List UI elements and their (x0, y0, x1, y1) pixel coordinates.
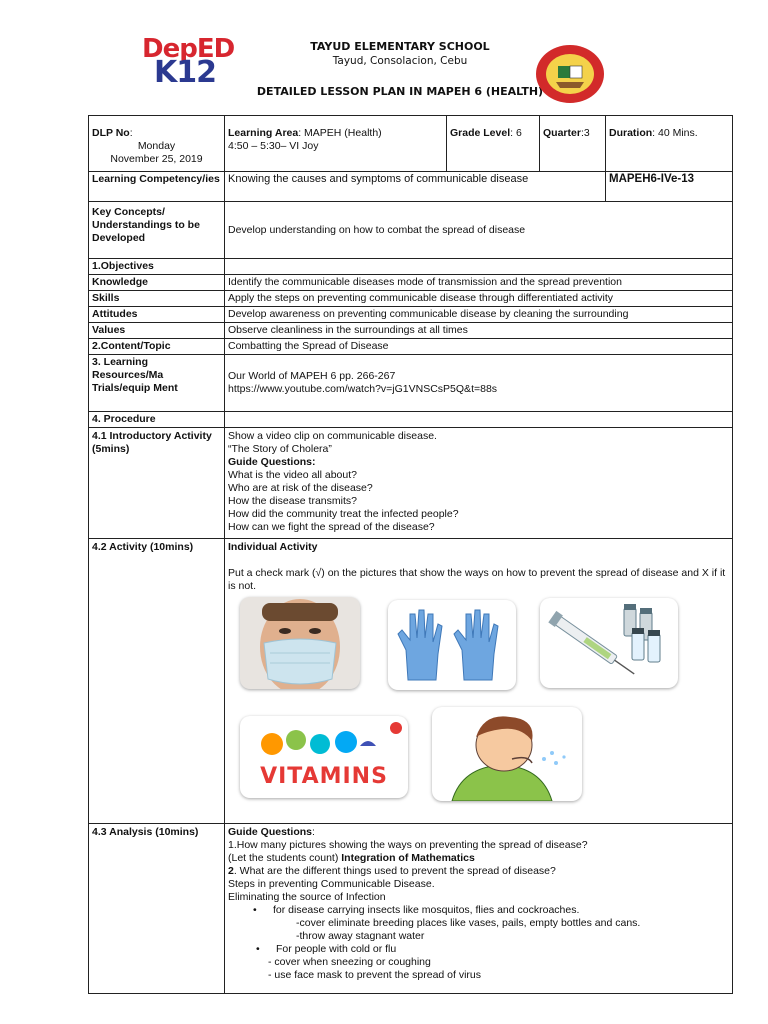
competency-row (89, 172, 733, 202)
attitudes-row (89, 307, 733, 323)
vitamins-characters-icon (240, 716, 408, 766)
activity-instruction: Put a check mark (√) on the pictures that show the ways on how to prevent the spread of disease and X if it is not. (228, 567, 726, 592)
intro-line: Show a video clip on communicable disease. (228, 430, 437, 442)
list-item: - use face mask to prevent the spread of virus (268, 969, 482, 981)
knowledge-value: Identify the communicable diseases mode of transmission and the spread prevention (225, 275, 733, 291)
syringe-vaccine-icon (540, 598, 678, 688)
list-item: -throw away stagnant water (296, 930, 425, 942)
info-row (89, 116, 733, 172)
quarter-label: Quarter (543, 127, 581, 139)
values-value: Observe cleanliness in the surroundings at all times (225, 323, 733, 339)
resources-row (89, 355, 733, 412)
steps-subtitle: Eliminating the source of Infection (228, 891, 386, 903)
steps-title: Steps in preventing Communicable Disease. (228, 878, 435, 890)
deped-k12-logo (140, 34, 250, 90)
analysis-note: (Let the students count) (228, 852, 339, 864)
intro-question: How did the community treat the infected people? (228, 508, 459, 520)
k12-wordmark: K12 (154, 55, 216, 90)
list-item: -cover eliminate breeding places like vases, pails, empty bottles and cans. (296, 917, 641, 929)
objectives-row (89, 259, 733, 275)
intro-question: How can we fight the spread of the disease? (228, 521, 435, 533)
analysis-guide: Guide Questions (228, 826, 313, 838)
procedure-row (89, 412, 733, 428)
analysis-label: 4.3 Analysis (10mins) (89, 824, 225, 994)
intro-question: How the disease transmits? (228, 495, 357, 507)
steps-list (228, 904, 729, 982)
knowledge-label: Knowledge (89, 275, 225, 291)
content-value: Combatting the Spread of Disease (225, 339, 733, 355)
analysis-row (89, 824, 733, 994)
duration-label: Duration (609, 127, 653, 139)
grade-label: Grade Level (450, 127, 511, 139)
key-concepts-row (89, 202, 733, 259)
bullet-icon: • (253, 904, 257, 916)
face-mask-picture (240, 597, 360, 689)
list-item: • For people with cold or flu (256, 943, 397, 955)
gloves-icon (388, 600, 516, 690)
intro-question: What is the video all about? (228, 469, 357, 481)
quarter-cell: Quarter:3 (540, 116, 606, 172)
school-name: TAYUD ELEMENTARY SCHOOL (310, 40, 490, 53)
lesson-date: November 25, 2019 (110, 153, 203, 165)
skills-label: Skills (89, 291, 225, 307)
competency-value: Knowing the causes and symptoms of communicable disease (225, 172, 606, 202)
deped-wordmark: DepED (142, 34, 235, 64)
intro-question: Who are at risk of the disease? (228, 482, 373, 494)
sneezing-boy-icon (432, 707, 582, 801)
analysis-question-2: . What are the different things used to prevent the spread of disease? (233, 865, 556, 877)
values-row (89, 323, 733, 339)
objectives-label: 1.Objectives (89, 259, 225, 275)
integration-note: Integration of Mathematics (341, 852, 475, 864)
document-title: DETAILED LESSON PLAN IN MAPEH 6 (HEALTH) (256, 85, 544, 98)
intro-row (89, 428, 733, 539)
school-address: Tayud, Consolacion, Cebu (332, 55, 468, 67)
competency-label: Learning Competency/ies (89, 172, 225, 202)
knowledge-row (89, 275, 733, 291)
content-label: 2.Content/Topic (89, 339, 225, 355)
list-item: - cover when sneezing or coughing (268, 956, 431, 968)
dlp-label: DLP No (92, 127, 130, 139)
intro-guide: Guide Questions: (228, 456, 316, 468)
attitudes-value: Develop awareness on preventing communicable disease by cleaning the surrounding (225, 307, 733, 323)
skills-row (89, 291, 733, 307)
grade-cell: Grade Level: 6 (447, 116, 540, 172)
resources-value (225, 355, 733, 412)
gloves-picture (388, 600, 516, 690)
analysis-question-1: 1.How many pictures showing the ways on preventing the spread of disease? (228, 839, 588, 851)
duration-cell: Duration: 40 Mins. (606, 116, 733, 172)
school-seal-icon (534, 44, 606, 104)
values-label: Values (89, 323, 225, 339)
intro-content (225, 428, 733, 539)
resources-label: 3. Learning Resources/Ma Trials/equip Ment (89, 355, 225, 412)
time-section: 4:50 – 5:30– VI Joy (228, 140, 319, 152)
vitamins-picture (240, 716, 408, 798)
key-concepts-value: Develop understanding on how to combat the spread of disease (225, 202, 733, 259)
activity-label: 4.2 Activity (10mins) (89, 539, 225, 824)
face-mask-icon (240, 597, 360, 689)
intro-label: 4.1 Introductory Activity (5mins) (89, 428, 225, 539)
area-cell: Learning Area: MAPEH (Health) 4:50 – 5:30– VI Joy (225, 116, 447, 172)
activity-title: Individual Activity (228, 541, 318, 553)
resource-link[interactable]: https://www.youtube.com/watch?v=jG1VNSCsP5Q&t=88s (228, 383, 498, 395)
skills-value: Apply the steps on preventing communicable disease through differentiated activity (225, 291, 733, 307)
lesson-plan-table (88, 115, 733, 994)
bullet-icon: • (256, 943, 260, 955)
vaccine-picture (540, 598, 678, 688)
content-row (89, 339, 733, 355)
list-item: • for disease carrying insects like mosquitos, flies and cockroaches. (253, 904, 580, 916)
vitamins-label: VITAMINS (260, 764, 388, 789)
competency-code: MAPEH6-IVe-13 (606, 172, 733, 202)
dlp-cell: DLP No: Monday November 25, 2019 (89, 116, 225, 172)
resource-book: Our World of MAPEH 6 pp. 266-267 (228, 370, 396, 382)
procedure-label: 4. Procedure (89, 412, 225, 428)
attitudes-label: Attitudes (89, 307, 225, 323)
intro-line: “The Story of Cholera” (228, 443, 332, 455)
area-label: Learning Area (228, 127, 299, 139)
key-concepts-label: Key Concepts/ Understandings to be Developed (89, 202, 225, 259)
analysis-content: Guide Questions: 1.How many pictures showing the ways on preventing the spread of disease? (Let the students count) Integration of Mathematics 2. What are the different things used to prevent the spread of disease? Steps in preventing Communicable Disease. Eliminating the source of Infection • for disease carrying insects like mosquitos, flies and cockroaches. -cover eliminate breeding places like vases, pails, empty bottles and cans. -throw away stagnant water • For people with cold or flu - cover when sneezing or coughing - use face mask to prevent the spread of virus (225, 824, 733, 994)
lesson-day: Monday (137, 140, 176, 152)
sneezing-boy-picture (432, 707, 582, 801)
